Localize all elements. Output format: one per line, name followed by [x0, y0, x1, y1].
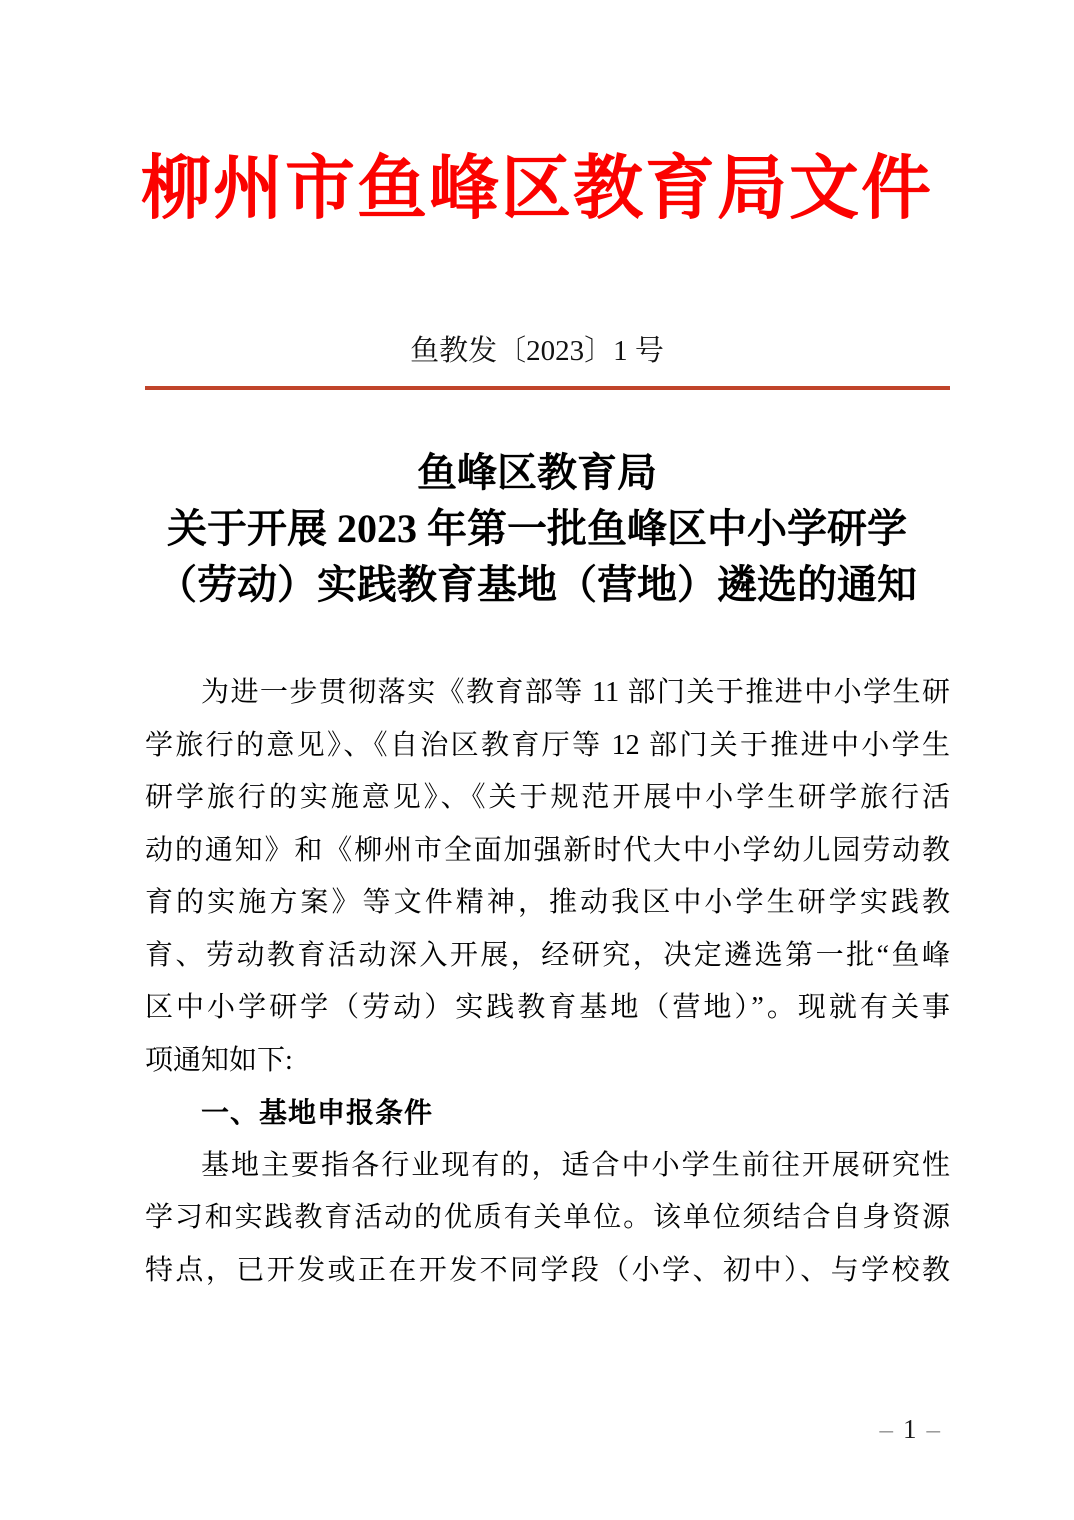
body-line: 研学旅行的实施意见》、《关于规范开展中小学生研学旅行活	[145, 782, 950, 813]
title-line-1: 鱼峰区教育局	[417, 450, 657, 495]
agency-header-title: 柳州市鱼峰区教育局文件	[141, 151, 933, 228]
page-number-right-dash: –	[926, 1414, 940, 1444]
document-body	[145, 667, 950, 1297]
section-heading: 一、基地申报条件	[201, 1097, 434, 1128]
body-line: 学习和实践教育活动的优质有关单位。该单位须结合自身资源	[145, 1202, 950, 1233]
body-line: 动的通知》和《柳州市全面加强新时代大中小学幼儿园劳动教	[145, 834, 950, 866]
title-line-2: 关于开展 2023 年第一批鱼峰区中小学研学	[167, 506, 907, 551]
title-line-3: （劳动）实践教育基地（营地）遴选的通知	[157, 562, 917, 607]
body-line: 区中小学研学（劳动）实践教育基地（营地）”。现就有关事	[145, 992, 950, 1023]
body-line: 为进一步贯彻落实《教育部等 11 部门关于推进中小学生研	[201, 677, 950, 708]
document-title	[0, 445, 1074, 613]
body-line: 特点，已开发或正在开发不同学段（小学、初中）、与学校教	[145, 1254, 950, 1286]
page-number	[880, 1412, 941, 1446]
body-line: 学旅行的意见》、《自治区教育厅等 12 部门关于推进中小学生	[145, 729, 950, 761]
body-line: 基地主要指各行业现有的，适合中小学生前往开展研究性	[201, 1149, 950, 1181]
red-divider-line	[145, 386, 950, 390]
page-number-value: 1	[903, 1414, 917, 1444]
body-line: 育的实施方案》等文件精神，推动我区中小学生研学实践教	[145, 887, 950, 918]
page-number-left-dash: –	[879, 1414, 893, 1444]
body-line: 育、劳动教育活动深入开展，经研究，决定遴选第一批“鱼峰	[145, 939, 950, 971]
body-line: 项通知如下:	[145, 1044, 293, 1076]
document-number: 鱼教发〔2023〕1 号	[410, 335, 664, 367]
